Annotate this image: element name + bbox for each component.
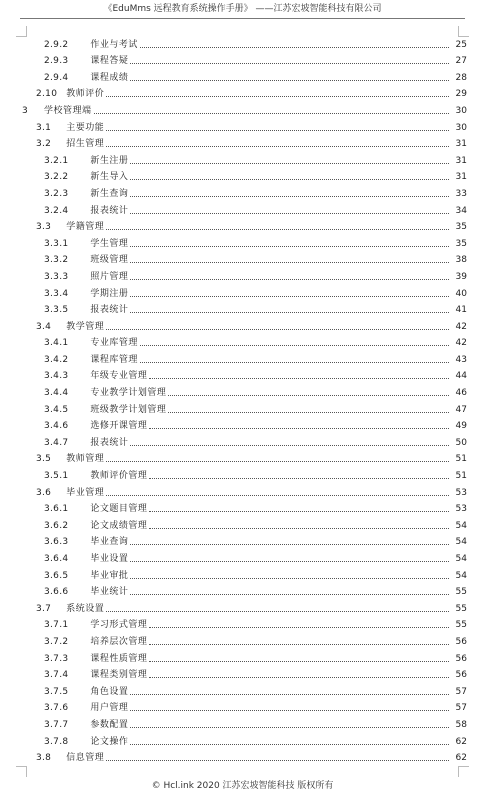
- toc-entry-number: 3.5.1: [44, 471, 69, 482]
- toc-entry-page: 30: [455, 122, 467, 133]
- toc-entry[interactable]: [0, 482, 485, 499]
- toc-entry-number: 3.6.2: [44, 520, 69, 531]
- toc-entry-page: 62: [455, 736, 467, 747]
- toc-entry[interactable]: [0, 217, 485, 234]
- toc-entry-title: 课程性质管理: [90, 653, 148, 664]
- toc-entry-title: 论文操作: [90, 736, 129, 747]
- toc-entry[interactable]: [0, 167, 485, 184]
- toc-entry-number: 3.7.3: [44, 653, 69, 664]
- toc-entry[interactable]: [0, 681, 485, 698]
- toc-entry-number: 3.6: [36, 487, 52, 498]
- toc-entry[interactable]: [0, 416, 485, 433]
- toc-entry[interactable]: [0, 631, 485, 648]
- toc-entry-title: 报表统计: [90, 205, 129, 216]
- toc-entry-number: 3.7.6: [44, 703, 69, 714]
- toc-entry-number: 3.6.6: [44, 587, 69, 598]
- toc-dot-leader: [130, 694, 449, 695]
- toc-entry-page: 51: [455, 471, 467, 482]
- toc-dot-leader: [130, 578, 449, 579]
- toc-entry[interactable]: [0, 67, 485, 84]
- toc-dot-leader: [130, 312, 449, 313]
- toc-dot-leader: [149, 661, 449, 662]
- toc-entry-title: 学生管理: [90, 238, 129, 249]
- toc-entry-page: 41: [455, 305, 467, 316]
- toc-entry-number: 3.4.1: [44, 338, 69, 349]
- toc-entry[interactable]: [0, 100, 485, 117]
- toc-dot-leader: [130, 179, 449, 180]
- toc-dot-leader: [106, 130, 449, 131]
- toc-entry-title: 论文题目管理: [90, 504, 148, 515]
- toc-entry-number: 3.2.1: [44, 155, 69, 166]
- toc-entry-page: 51: [455, 454, 467, 465]
- toc-dot-leader: [130, 163, 449, 164]
- toc-entry-page: 49: [455, 421, 467, 432]
- crop-mark-bottom-left: [16, 766, 27, 777]
- toc-entry-number: 3.3.2: [44, 255, 69, 266]
- toc-entry-number: 3: [22, 105, 29, 116]
- toc-dot-leader: [149, 378, 449, 379]
- toc-entry[interactable]: [0, 565, 485, 582]
- toc-entry-number: 3.2.4: [44, 205, 69, 216]
- toc-entry-title: 教师管理: [66, 454, 105, 465]
- toc-entry-number: 3.6.3: [44, 537, 69, 548]
- toc-entry-title: 主要功能: [66, 122, 105, 133]
- toc-entry[interactable]: [0, 51, 485, 68]
- toc-entry-number: 3.4.6: [44, 421, 69, 432]
- toc-entry-title: 学习形式管理: [90, 620, 148, 631]
- toc-entry-page: 55: [455, 587, 467, 598]
- toc-entry-title: 班级教学计划管理: [90, 404, 167, 415]
- toc-entry[interactable]: [0, 698, 485, 715]
- toc-entry-number: 3.7.4: [44, 670, 69, 681]
- toc-entry-title: 课程库管理: [90, 354, 138, 365]
- toc-dot-leader: [140, 362, 449, 363]
- toc-dot-leader: [130, 63, 449, 64]
- toc-entry-title: 专业库管理: [90, 338, 138, 349]
- toc-entry-page: 25: [455, 39, 467, 50]
- toc-dot-leader: [149, 677, 449, 678]
- toc-entry[interactable]: [0, 648, 485, 665]
- toc-entry-number: 3.3.3: [44, 271, 69, 282]
- toc-entry[interactable]: [0, 582, 485, 599]
- toc-entry-page: 55: [455, 603, 467, 614]
- toc-entry-page: 54: [455, 537, 467, 548]
- toc-entry-title: 毕业审批: [90, 570, 129, 581]
- toc-entry[interactable]: [0, 183, 485, 200]
- toc-entry-title: 作业与考试: [90, 39, 138, 50]
- toc-entry-title: 课程类别管理: [90, 670, 148, 681]
- toc-entry-title: 新生导入: [90, 172, 129, 183]
- toc-entry[interactable]: [0, 316, 485, 333]
- toc-entry-number: 3.4.4: [44, 388, 69, 399]
- toc-entry-page: 54: [455, 520, 467, 531]
- toc-dot-leader: [106, 229, 449, 230]
- toc-dot-leader: [130, 710, 449, 711]
- toc-entry-number: 3.7: [36, 603, 52, 614]
- toc-dot-leader: [130, 196, 449, 197]
- toc-dot-leader: [106, 495, 449, 496]
- toc-entry-page: 31: [455, 155, 467, 166]
- toc-entry-page: 29: [455, 89, 467, 100]
- toc-entry-number: 3.4: [36, 321, 52, 332]
- toc-entry-number: 3.8: [36, 753, 52, 764]
- toc-entry-title: 新生查询: [90, 188, 129, 199]
- toc-entry-title: 选修开课管理: [90, 421, 148, 432]
- toc-entry-title: 学籍管理: [66, 222, 105, 233]
- toc-entry-title: 毕业管理: [66, 487, 105, 498]
- toc-dot-leader: [149, 644, 449, 645]
- toc-entry-number: 3.6.4: [44, 554, 69, 564]
- toc-entry[interactable]: [0, 532, 485, 549]
- footer-text: © Hcl.ink 2020 江苏宏坡智能科技 版权所有: [151, 781, 334, 791]
- toc-entry-page: 40: [455, 288, 467, 299]
- toc-entry[interactable]: [0, 366, 485, 383]
- toc-entry-title: 教师评价管理: [90, 471, 148, 482]
- toc-entry-page: 53: [455, 504, 467, 515]
- toc-dot-leader: [106, 461, 449, 462]
- toc-dot-leader: [130, 544, 449, 545]
- toc-entry-page: 56: [455, 653, 467, 664]
- toc-dot-leader: [130, 279, 449, 280]
- toc-entry-number: 3.4.3: [44, 371, 69, 382]
- toc-entry-title: 学校管理端: [44, 105, 92, 116]
- toc-dot-leader: [130, 561, 449, 562]
- toc-dot-leader: [149, 528, 449, 529]
- toc-entry-number: 2.9.3: [44, 56, 69, 67]
- toc-dot-leader: [130, 246, 449, 247]
- toc-dot-leader: [130, 445, 449, 446]
- toc-entry[interactable]: [0, 233, 485, 250]
- toc-entry-page: 56: [455, 636, 467, 647]
- table-of-contents: [0, 34, 485, 764]
- header-title: 《EduMms 远程教育系统操作手册》 ——江苏宏坡智能科技有限公司: [103, 4, 382, 14]
- toc-entry[interactable]: [0, 615, 485, 632]
- header-rule: [20, 18, 465, 19]
- toc-entry-title: 毕业设置: [90, 554, 129, 564]
- toc-entry-number: 3.4.7: [44, 437, 69, 448]
- toc-entry-number: 2.9.2: [44, 39, 69, 50]
- toc-entry[interactable]: [0, 449, 485, 466]
- toc-entry-title: 教师评价: [66, 89, 105, 100]
- toc-entry-title: 参数配置: [90, 719, 129, 730]
- toc-entry[interactable]: [0, 134, 485, 151]
- toc-entry[interactable]: [0, 499, 485, 516]
- toc-entry[interactable]: [0, 731, 485, 748]
- toc-entry-page: 46: [455, 388, 467, 399]
- toc-entry-number: 3.6.5: [44, 570, 69, 581]
- toc-entry-page: 42: [455, 321, 467, 332]
- toc-entry-number: 3.7.7: [44, 719, 69, 730]
- toc-entry-number: 3.2: [36, 139, 52, 150]
- toc-entry[interactable]: [0, 117, 485, 134]
- toc-entry-number: 3.6.1: [44, 504, 69, 515]
- toc-entry-page: 54: [455, 554, 467, 564]
- toc-entry-number: 3.5: [36, 454, 52, 465]
- toc-entry-title: 班级管理: [90, 255, 129, 266]
- toc-entry-page: 54: [455, 570, 467, 581]
- toc-entry[interactable]: [0, 465, 485, 482]
- toc-dot-leader: [149, 627, 449, 628]
- toc-dot-leader: [130, 213, 449, 214]
- toc-entry-title: 课程成绩: [90, 72, 129, 83]
- toc-dot-leader: [106, 96, 449, 97]
- toc-entry-title: 照片管理: [90, 271, 129, 282]
- toc-entry-number: 3.2.2: [44, 172, 69, 183]
- toc-entry-page: 27: [455, 56, 467, 67]
- toc-entry-page: 31: [455, 139, 467, 150]
- toc-entry[interactable]: [0, 34, 485, 51]
- page-footer: [0, 778, 485, 791]
- toc-entry-page: 58: [455, 719, 467, 730]
- toc-entry-title: 年级专业管理: [90, 371, 148, 382]
- toc-entry-number: 3.3.5: [44, 305, 69, 316]
- toc-entry-number: 2.9.4: [44, 72, 69, 83]
- toc-entry-number: 3.3: [36, 222, 52, 233]
- toc-entry-title: 培养层次管理: [90, 636, 148, 647]
- toc-entry-number: 3.7.2: [44, 636, 69, 647]
- toc-entry[interactable]: [0, 748, 485, 765]
- toc-entry-page: 30: [455, 105, 467, 116]
- toc-dot-leader: [130, 296, 449, 297]
- toc-entry-page: 39: [455, 271, 467, 282]
- toc-entry-page: 34: [455, 205, 467, 216]
- toc-entry-title: 信息管理: [66, 753, 105, 764]
- toc-dot-leader: [168, 395, 449, 396]
- toc-entry[interactable]: [0, 349, 485, 366]
- toc-dot-leader: [94, 113, 449, 114]
- toc-entry-title: 招生管理: [66, 139, 105, 150]
- toc-entry-page: 31: [455, 172, 467, 183]
- toc-entry-title: 报表统计: [90, 437, 129, 448]
- toc-dot-leader: [130, 80, 449, 81]
- toc-entry[interactable]: [0, 399, 485, 416]
- toc-entry-title: 专业教学计划管理: [90, 388, 167, 399]
- toc-entry[interactable]: [0, 266, 485, 283]
- toc-entry[interactable]: [0, 515, 485, 532]
- toc-dot-leader: [130, 262, 449, 263]
- toc-entry-number: 3.7.8: [44, 736, 69, 747]
- toc-entry[interactable]: [0, 432, 485, 449]
- toc-entry[interactable]: [0, 665, 485, 682]
- toc-entry-number: 2.10: [36, 89, 58, 100]
- toc-entry-number: 3.4.5: [44, 404, 69, 415]
- toc-entry[interactable]: [0, 84, 485, 101]
- toc-dot-leader: [106, 760, 449, 761]
- toc-entry-number: 3.3.1: [44, 238, 69, 249]
- toc-entry-page: 53: [455, 487, 467, 498]
- toc-entry-page: 42: [455, 338, 467, 349]
- toc-entry-number: 3.3.4: [44, 288, 69, 299]
- toc-entry-page: 55: [455, 620, 467, 631]
- toc-entry-page: 44: [455, 371, 467, 382]
- toc-entry-number: 3.1: [36, 122, 52, 133]
- toc-entry[interactable]: [0, 548, 485, 565]
- toc-entry-title: 教学管理: [66, 321, 105, 332]
- toc-entry[interactable]: [0, 283, 485, 300]
- toc-entry[interactable]: [0, 250, 485, 267]
- toc-entry-page: 57: [455, 703, 467, 714]
- toc-entry-number: 3.7.5: [44, 686, 69, 697]
- toc-dot-leader: [140, 345, 449, 346]
- crop-mark-bottom-right: [458, 766, 469, 777]
- toc-dot-leader: [149, 478, 449, 479]
- toc-entry-title: 角色设置: [90, 686, 129, 697]
- toc-dot-leader: [106, 329, 449, 330]
- toc-entry-page: 43: [455, 354, 467, 365]
- toc-dot-leader: [140, 47, 449, 48]
- toc-entry-title: 报表统计: [90, 305, 129, 316]
- toc-entry-page: 35: [455, 238, 467, 249]
- toc-entry-page: 50: [455, 437, 467, 448]
- toc-entry[interactable]: [0, 333, 485, 350]
- toc-dot-leader: [130, 594, 449, 595]
- toc-entry-page: 35: [455, 222, 467, 233]
- toc-entry-title: 毕业统计: [90, 587, 129, 598]
- toc-entry[interactable]: [0, 714, 485, 731]
- toc-entry-title: 用户管理: [90, 703, 129, 714]
- toc-entry-page: 62: [455, 753, 467, 764]
- toc-entry-number: 3.4.2: [44, 354, 69, 365]
- toc-entry-page: 47: [455, 404, 467, 415]
- toc-entry[interactable]: [0, 150, 485, 167]
- toc-dot-leader: [149, 428, 449, 429]
- toc-entry-title: 论文成绩管理: [90, 520, 148, 531]
- toc-entry-number: 3.2.3: [44, 188, 69, 199]
- toc-entry-title: 毕业查询: [90, 537, 129, 548]
- toc-entry-title: 学期注册: [90, 288, 129, 299]
- toc-entry-page: 33: [455, 188, 467, 199]
- toc-entry[interactable]: [0, 200, 485, 217]
- toc-entry-title: 课程答疑: [90, 56, 129, 67]
- toc-dot-leader: [130, 727, 449, 728]
- toc-entry[interactable]: [0, 598, 485, 615]
- toc-dot-leader: [106, 611, 449, 612]
- toc-entry-title: 新生注册: [90, 155, 129, 166]
- toc-entry[interactable]: [0, 382, 485, 399]
- toc-entry-page: 56: [455, 670, 467, 681]
- toc-dot-leader: [130, 744, 449, 745]
- toc-dot-leader: [106, 146, 449, 147]
- toc-dot-leader: [168, 412, 449, 413]
- toc-entry[interactable]: [0, 300, 485, 317]
- toc-entry-page: 38: [455, 255, 467, 266]
- toc-entry-page: 28: [455, 72, 467, 83]
- toc-entry-number: 3.7.1: [44, 620, 69, 631]
- toc-entry-page: 57: [455, 686, 467, 697]
- toc-dot-leader: [149, 511, 449, 512]
- toc-entry-title: 系统设置: [66, 603, 105, 614]
